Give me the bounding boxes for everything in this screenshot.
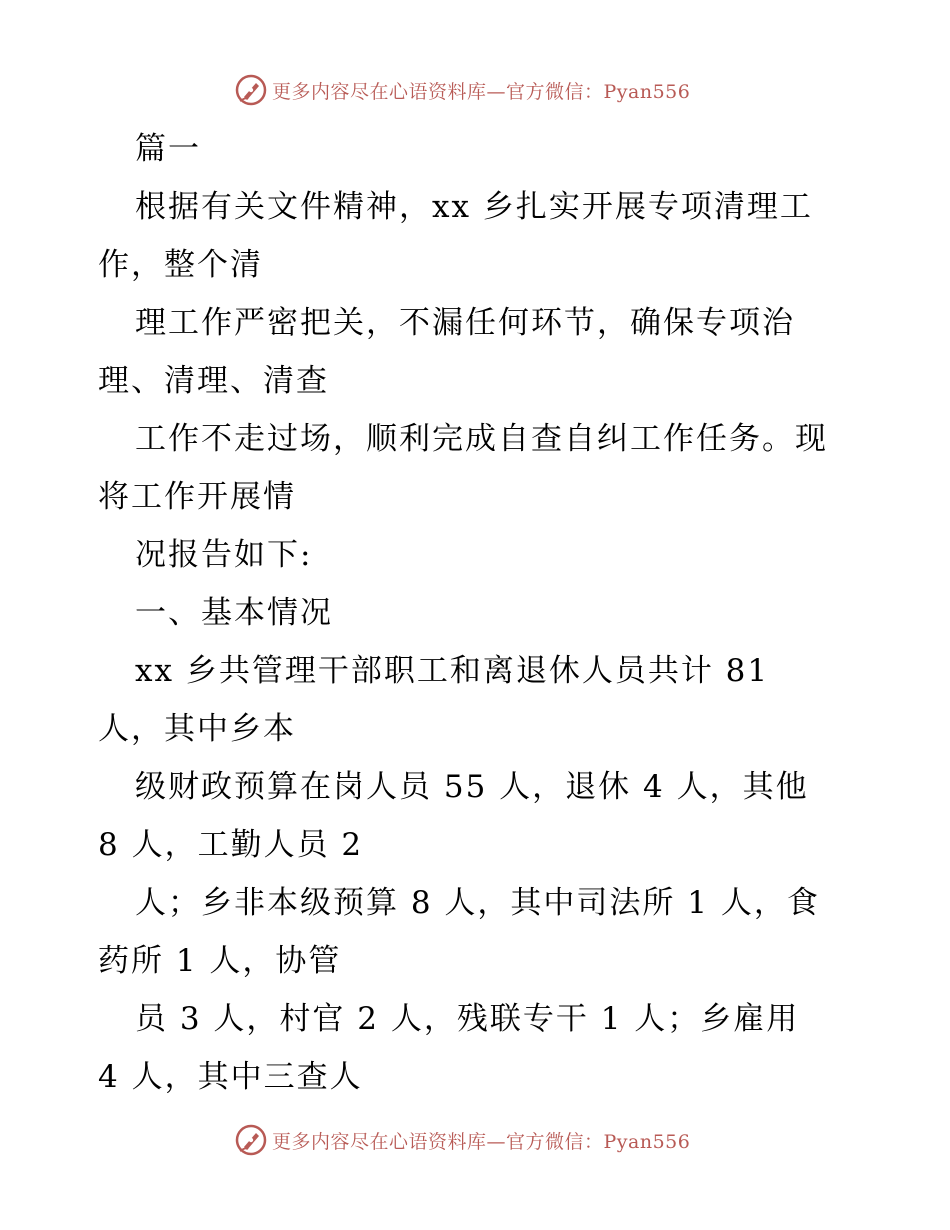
text-line: 况报告如下: [135, 537, 313, 573]
text-line: 篇一 [135, 131, 201, 167]
section-heading: 一、基本情况 [135, 595, 333, 631]
text-line: 作，整个清 [98, 247, 263, 283]
header-watermark [234, 72, 690, 108]
text-line: 将工作开展情 [98, 479, 296, 515]
text-line: 员 3 人，村官 2 人，残联专干 1 人；乡雇用 [135, 1001, 800, 1037]
text-line: 理、清理、清查 [98, 363, 329, 399]
text-line: 根据有关文件精神，xx 乡扎实开展专项清理工 [135, 189, 813, 225]
text-line: 级财政预算在岗人员 55 人，退休 4 人，其他 [135, 769, 809, 805]
footer-watermark [234, 1122, 690, 1158]
watermark-text: 更多内容尽在心语资料库—官方微信：Pyan556 [272, 1130, 691, 1153]
text-line: 药所 1 人，协管 [98, 943, 342, 979]
text-line: 8 人，工勤人员 2 [98, 827, 364, 863]
text-line: 工作不走过场，顺利完成自查自纠工作任务。现 [135, 421, 828, 457]
text-line: 4 人，其中三查人 [98, 1059, 363, 1095]
text-line: 人；乡非本级预算 8 人，其中司法所 1 人，食 [135, 885, 820, 921]
text-line: 理工作严密把关，不漏任何环节，确保专项治 [135, 305, 795, 341]
text-line: 人，其中乡本 [98, 711, 296, 747]
pen-nib-logo-icon [234, 73, 268, 107]
pen-nib-logo-icon [234, 1123, 268, 1157]
text-line: xx 乡共管理干部职工和离退休人员共计 81 [135, 653, 770, 689]
watermark-text: 更多内容尽在心语资料库—官方微信：Pyan556 [272, 80, 691, 103]
